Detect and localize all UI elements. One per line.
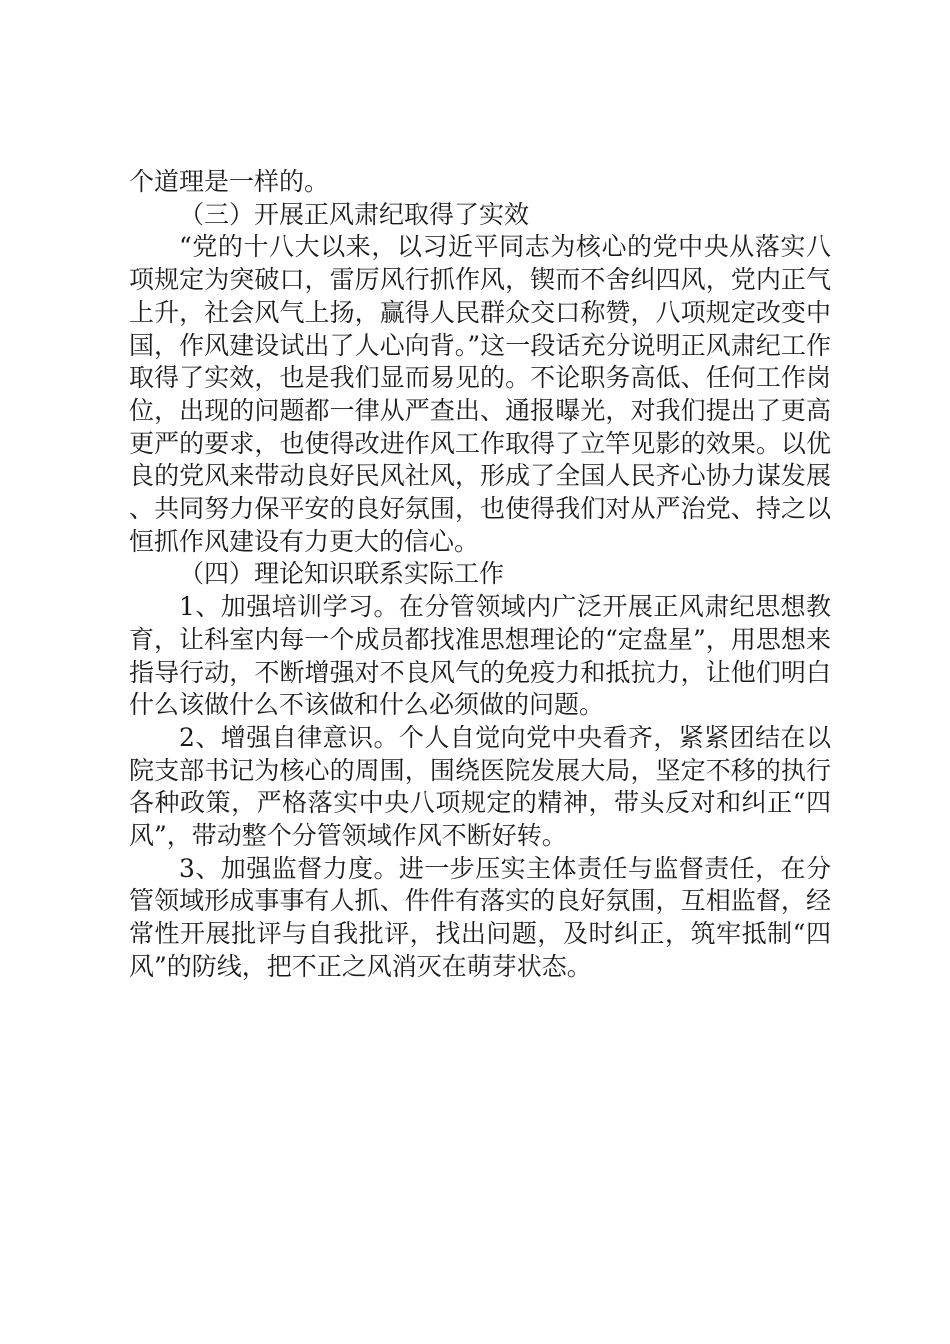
paragraph-item-3: 3、加强监督力度。进一步压实主体责任与监督责任，在分管领域形成事事有人抓、件件有落实的良好氛围，互相监督，经常性开展批评与自我批评，找出问题，及时纠正，筑牢抵制“四风”的防线，把不正之风消灭在萌芽状态。: [129, 853, 831, 981]
section-heading-4: （四）理论知识联系实际工作: [179, 559, 505, 589]
paragraph-item-2: 2、增强自律意识。个人自觉向党中央看齐，紧紧团结在以院支部书记为核心的周围，围绕医院发展大局，坚定不移的执行各种政策，严格落实中央八项规定的精神，带头反对和纠正“四风”，带动整个分管领域作风不断好转。: [129, 722, 831, 851]
document-page: [129, 166, 831, 984]
paragraph-item-1: 1、加强培训学习。在分管领域内广泛开展正风肃纪思想教育，让科室内每一个成员都找准思想理论的“定盘星”，用思想来指导行动，不断增强对不良风气的免疫力和抵抗力，让他们明白什么该做什么不该做和什么必须做的问题。: [129, 592, 831, 720]
section-heading-3: （三）开展正风肃纪取得了实效: [179, 199, 530, 229]
paragraph-section-3-body: “党的十八大以来，以习近平同志为核心的党中央从落实八项规定为突破口，雷厉风行抓作风，锲而不舍纠四风，党内正气上升，社会风气上扬，赢得人民群众交口称赞，八项规定改变中国，作风建设试出了人心向背。”这一段话充分说明正风肃纪工作取得了实效，也是我们显而易见的。不论职务高低、任何工作岗位，出现的问题都一律从严查出、通报曝光，对我们提出了更高更严的要求，也使得改进作风工作取得了立竿见影的效果。以优良的党风来带动良好民风社风，形成了全国人民齐心协力谋发展、共同努力保平安的良好氛围，也使得我们对从严治党、持之以恒抓作风建设有力更大的信心。: [129, 232, 831, 556]
paragraph-continuation: 个道理是一样的。: [129, 167, 330, 196]
